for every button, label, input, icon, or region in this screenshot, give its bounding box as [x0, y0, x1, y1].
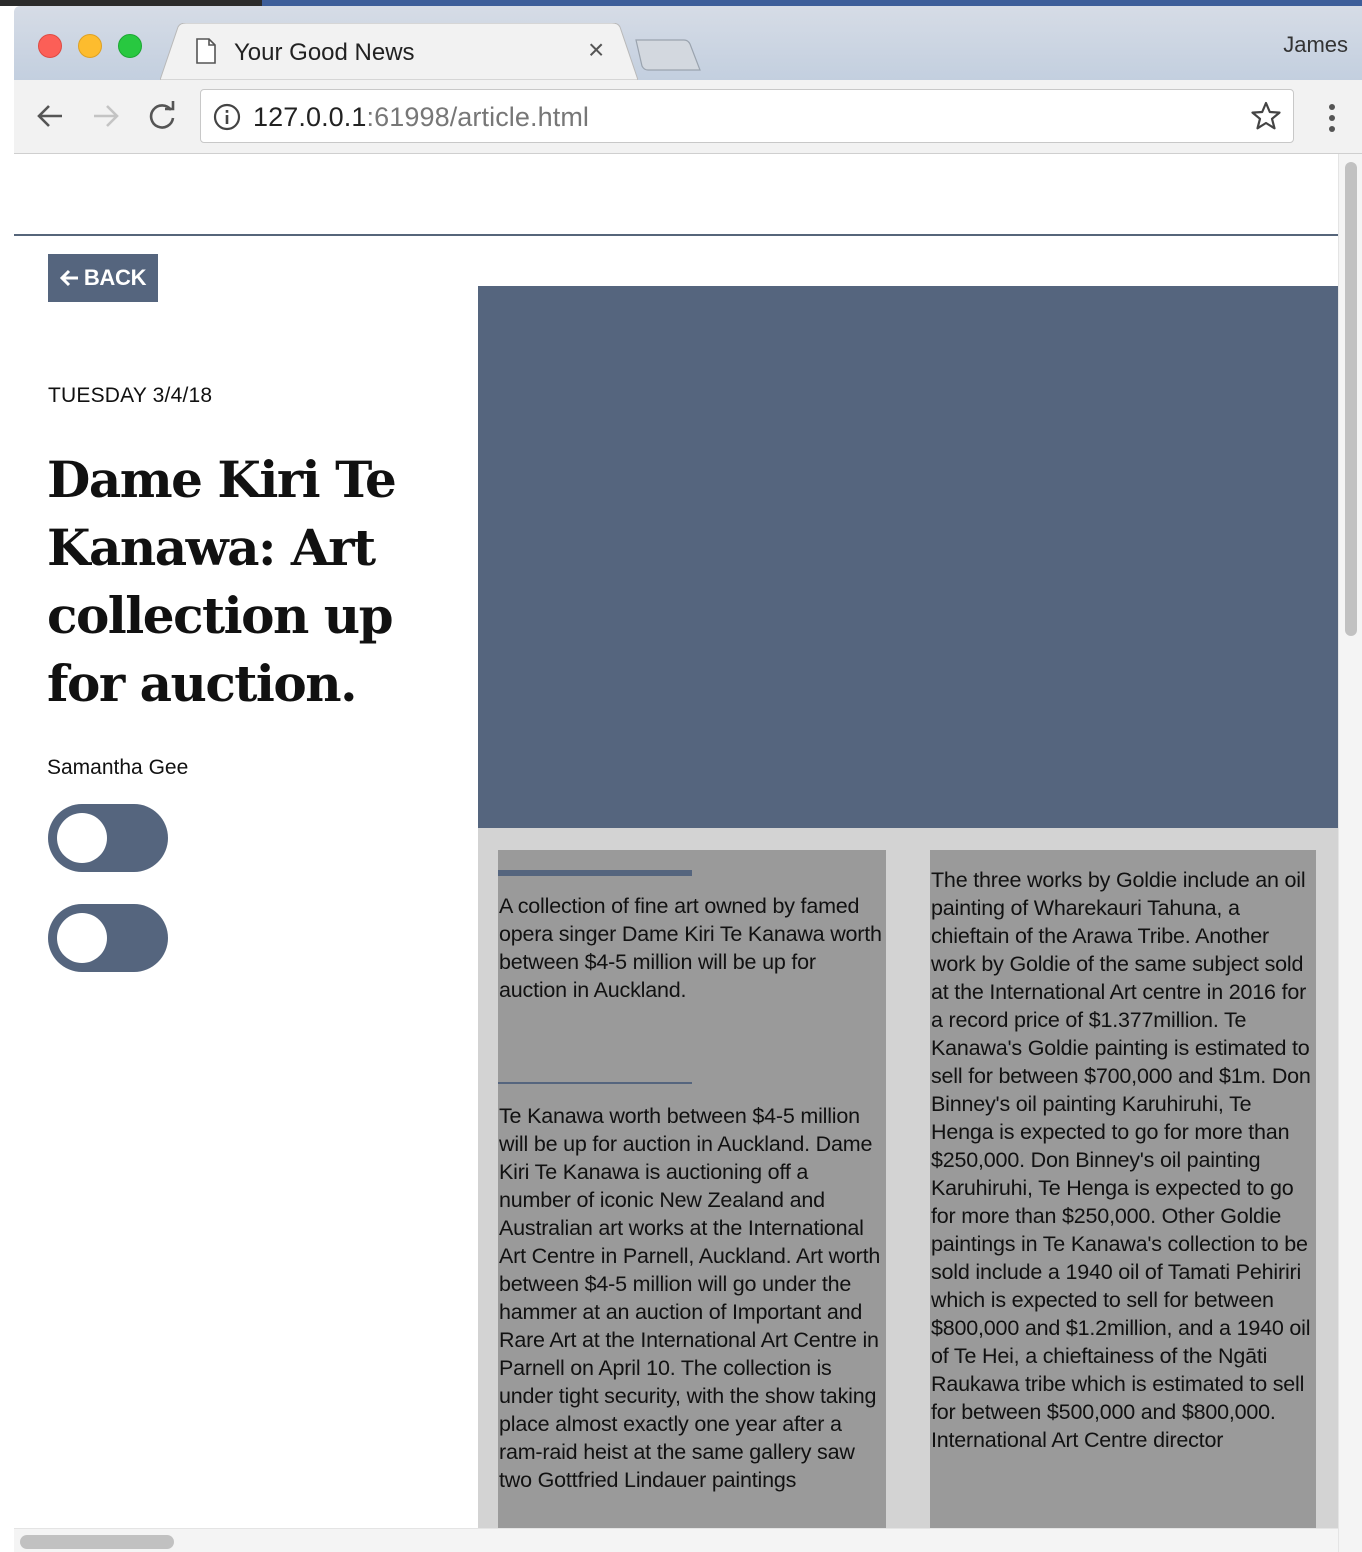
arrow-left-icon: [60, 268, 80, 288]
column-rule: [498, 1082, 692, 1084]
back-button[interactable]: [48, 254, 158, 302]
url-text[interactable]: [253, 102, 589, 133]
article-column-2: [930, 850, 1316, 1552]
tab-your-good-news[interactable]: [160, 23, 638, 80]
new-tab-button[interactable]: [634, 38, 704, 72]
site-header: [14, 154, 1338, 236]
close-tab-icon[interactable]: ×: [588, 34, 605, 65]
address-bar[interactable]: [200, 89, 1294, 143]
toggle-knob: [57, 813, 107, 863]
article-column-1: [498, 850, 886, 1552]
column-1-paragraph-2: Te Kanawa worth between $4-5 million will be up for auction in Auckland. Dame Kiri Te Kanawa is auctioning off a number of iconic New Zealand and Australian art works at the International Art Centre in Parnell, Auckland. Art worth between $4-5 million will go under the hammer at an auction of Important and Rare Art at the International Art Centre in Parnell on April 10. The collection is under tight security, with the show taking place almost exactly one year after a ram-raid heist at the same gallery saw two Gottfried Lindauer paintings: [499, 1104, 881, 1492]
document-icon: [196, 38, 216, 64]
article-headline: Dame Kiri Te Kanawa: Art collection up for auction.: [47, 450, 396, 713]
tab-title: Your Good News: [234, 39, 415, 66]
url-path: :61998/article.html: [366, 102, 590, 132]
browser-menu-icon[interactable]: [1322, 102, 1342, 134]
horizontal-scroll-thumb[interactable]: [20, 1535, 174, 1549]
page-viewport: [14, 154, 1362, 1552]
forward-arrow-icon[interactable]: [90, 100, 122, 132]
info-icon[interactable]: [213, 103, 241, 131]
close-window-button[interactable]: [38, 34, 62, 58]
hero-image-placeholder: [478, 286, 1338, 828]
profile-name[interactable]: James: [1283, 32, 1348, 57]
vertical-scrollbar[interactable]: [1338, 154, 1362, 1552]
column-2-text: The three works by Goldie include an oil painting of Wharekauri Tahuna, a chieftain of the Arawa Tribe. Another work by Goldie of the same subject sold at the International Art centre in 2016 for a record price of $1.377million. Te Kanawa's Goldie painting is estimated to sell for between $700,000 and $1m. Don Binney's oil painting Karuhiruhi, Te Henga is expected to go for more than $250,000. Don Binney's oil painting Karuhiruhi, Te Henga is expected to go for more than $250,000. Other Goldie paintings in Te Kanawa's collection to be sold include a 1940 oil of Tamati Pehiriri which is expected to sell for between $800,000 and $1.2million, and a 1940 oil of Te Hei, a chieftainess of the Ngāti Raukawa tribe which is estimated to sell for between $500,000 and $800,000. International Art Centre director: [931, 868, 1311, 1452]
zoom-window-button[interactable]: [118, 34, 142, 58]
toggle-knob: [57, 913, 107, 963]
article-author: Samantha Gee: [47, 756, 189, 779]
back-arrow-icon[interactable]: [34, 100, 66, 132]
column-rule: [498, 870, 692, 876]
toggle-switch-2[interactable]: [48, 904, 168, 972]
tab-strip: [14, 6, 1362, 80]
minimize-window-button[interactable]: [78, 34, 102, 58]
back-button-label: BACK: [83, 265, 147, 290]
toggle-switch-1[interactable]: [48, 804, 168, 872]
browser-window: [14, 6, 1362, 1552]
column-1-paragraph-1: A collection of fine art owned by famed opera singer Dame Kiri Te Kanawa worth between $4-5 million will be up for auction in Auckland.: [499, 894, 882, 1002]
horizontal-scrollbar[interactable]: [14, 1528, 1338, 1552]
browser-toolbar: [14, 80, 1362, 154]
article-date: TUESDAY 3/4/18: [48, 384, 213, 407]
reload-icon[interactable]: [146, 100, 178, 132]
bookmark-star-icon[interactable]: [1251, 101, 1281, 131]
url-host: 127.0.0.1: [253, 102, 367, 132]
vertical-scroll-thumb[interactable]: [1345, 162, 1357, 636]
